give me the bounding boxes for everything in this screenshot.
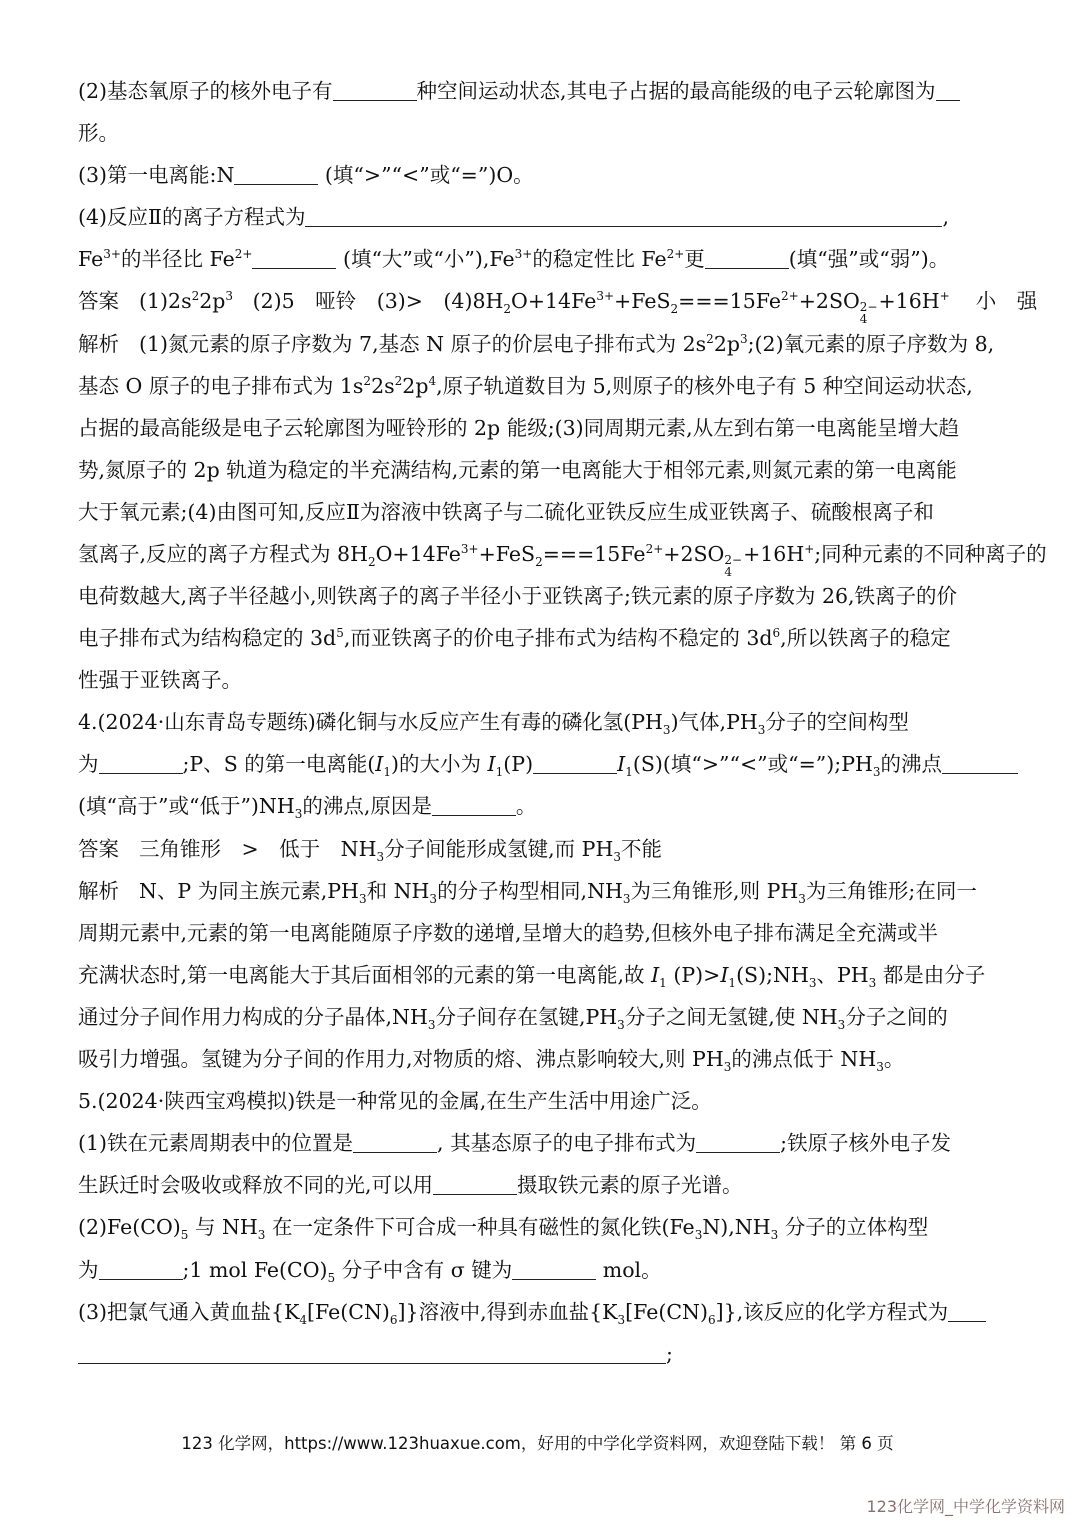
q3-part4-line2: $Fe^{3+}$的半径比 $Fe^{2+}$ (填“大”或“小$”),Fe^{3+}$的稳定性比 $Fe^{2+}$更 (填“强”或“弱”)。 xyxy=(78,247,950,271)
q3-analysis-line5: 大于氧元素;(4)由图可知,反应Ⅱ为溶液中铁离子与二硫化亚铁反应生成亚铁离子、硫酸根离子和 xyxy=(78,500,934,524)
answer-blank[interactable] xyxy=(433,1174,517,1195)
q4-analysis-line3: 充满状态时,第一电离能大于其后面相邻的元素的第一电离能,故 $I_1$ $(P)>I_1(S);NH_3$、$PH_3$ 都是由分子 xyxy=(78,963,986,991)
q3-part2-line1: (2)基态氧原子的核外电子有 种空间运动状态,其电子占据的最高能级的电子云轮廓图为 xyxy=(78,76,960,106)
answer-blank[interactable] xyxy=(78,1343,666,1364)
answer-blank[interactable] xyxy=(353,1132,437,1153)
answer-blank[interactable] xyxy=(99,753,183,774)
q3-analysis-line2: 基态 O 原子的电子排布式为 $1s^22s^22p^4$,原子轨道数目为 5,则原子的核外电子有 5 种空间运动状态, xyxy=(78,374,973,398)
q3-part4-line1: (4)反应Ⅱ的离子方程式为 , xyxy=(78,205,950,229)
q3-part3: (3)第一电离能:N (填“>”“<”或“=”)O。 xyxy=(78,163,534,187)
q4-answer: 答案 三角锥形 > 低于 $NH_3$分子间能形成氢键,而 $PH_3$不能 xyxy=(78,837,662,865)
q4-analysis-line1: 解析 N、P 为同主族元素$,PH_3$和 $NH_3$的分子构型相同$,NH_3$为三角锥形,则 $PH_3$为三角锥形;在同一 xyxy=(78,879,977,907)
answer-blank[interactable] xyxy=(705,248,789,269)
q3-analysis-line9: 性强于亚铁离子。 xyxy=(78,668,242,692)
answer-blank[interactable] xyxy=(252,248,336,269)
answer-blank[interactable] xyxy=(305,206,942,227)
q3-analysis-line3: 占据的最高能级是电子云轮廓图为哑铃形的 2p 能级;(3)同周期元素,从左到右第一电离能呈增大趋 xyxy=(78,416,960,440)
q4-analysis-line2: 周期元素中,元素的第一电离能随原子序数的递增,呈增大的趋势,但核外电子排布满足全充满或半 xyxy=(78,921,939,945)
q3-analysis-line6: 氢离子,反应的离子方程式为 $8H_2O+14Fe^{3+}+FeS_2===15Fe^{2+}+2SO$ 2− 4 +16H+;同种元素的不同种离子的 xyxy=(78,542,1047,579)
q4-analysis-line5: 吸引力增强。氢键为分子间的作用力,对物质的熔、沸点影响较大,则 $PH_3$的沸点低于 $NH_3$。 xyxy=(78,1047,905,1075)
q4-analysis-line4: 通过分子间作用力构成的分子晶体$,NH_3$分子间存在氢键$,PH_3$分子之间无氢键,使 $NH_3$分子之间的 xyxy=(78,1005,948,1033)
q4-stem-line1: 4.(2024·山东青岛专题练)磷化铜与水反应产生有毒的磷化氢$(PH_3)$气体$,PH_3$分子的空间构型 xyxy=(78,710,909,738)
answer-blank[interactable] xyxy=(936,80,960,101)
page-footer: 123 化学网，https://www.123huaxue.com，好用的中学化学资料网，欢迎登陆下载！ 第 6 页 xyxy=(181,1434,894,1453)
answer-blank[interactable] xyxy=(533,753,617,774)
q5-part2-line2: 为 ;1 mol $Fe(CO)_5$ 分子中含有 σ 键为 mol。 xyxy=(78,1258,662,1286)
q4-stem-line2: 为 ;P、S 的第一电离能$(I_1)$的大小为 $I_1(P)$ $I_1(S)$(填“>”“<”或“$=”);PH_3$的沸点 xyxy=(78,749,1018,779)
q5-part1-line1: (1)铁在元素周期表中的位置是 , 其基态原子的电子排布式为 ;铁原子核外电子发 xyxy=(78,1131,951,1155)
q3-analysis-line1: 解析 (1)氮元素的原子序数为 7,基态 N 原子的价层电子排布式为 $2s^22p^3;(2)$氧元素的原子序数为 8, xyxy=(78,332,995,356)
answer-blank[interactable] xyxy=(234,164,318,185)
q3-analysis-line8: 电子排布式为结构稳定的 $3d^5$,而亚铁离子的价电子排布式为结构不稳定的 $3d^6$,所以铁离子的稳定 xyxy=(78,626,951,650)
answer-blank[interactable] xyxy=(942,753,1018,774)
answer-blank[interactable] xyxy=(948,1301,986,1322)
q3-analysis-line7: 电荷数越大,离子半径越小,则铁离子的离子半径小于亚铁离子;铁元素的原子序数为 26,铁离子的价 xyxy=(78,584,958,608)
watermark: 123化学网_中学化学资料网 xyxy=(866,1497,1065,1516)
q5-part3-line1: (3)把氯气通入黄血盐$\{K_4[Fe(CN)_6]\}$溶液中,得到赤血盐$\{K_3[Fe(CN)_6]\}$,该反应的化学方程式为 xyxy=(78,1297,986,1327)
q5-stem: 5.(2024·陕西宝鸡模拟)铁是一种常见的金属,在生产生活中用途广泛。 xyxy=(78,1089,712,1113)
answer-blank[interactable] xyxy=(432,795,516,816)
answer-blank[interactable] xyxy=(333,80,417,101)
q4-stem-line3: (填“高于”或“低于$”)NH_3$的沸点,原因是 。 xyxy=(78,794,537,822)
q5-part3-line2: ; xyxy=(78,1339,673,1369)
q5-part1-line2: 生跃迁时会吸收或释放不同的光,可以用 摄取铁元素的原子光谱。 xyxy=(78,1173,743,1197)
q5-part2-line1: $(2)Fe(CO)_5$ 与 $NH_3$ 在一定条件下可合成一种具有磁性的氮化铁$(Fe_3N),NH_3$ 分子的立体构型 xyxy=(78,1215,929,1243)
q3-analysis-line4: 势,氮原子的 2p 轨道为稳定的半充满结构,元素的第一电离能大于相邻元素,则氮元素的第一电离能 xyxy=(78,458,957,482)
q3-part2-line2: 形。 xyxy=(78,121,119,145)
q3-answer: 答案 $(1)2s^22p^3$ (2)5 哑铃 (3)> $(4)8H_2O+14Fe^{3+}+FeS_2===15Fe^{2+}+2SO$ 2− 4 +16H+ 小 强 xyxy=(78,289,1038,326)
answer-blank[interactable] xyxy=(512,1259,596,1280)
answer-blank[interactable] xyxy=(696,1132,780,1153)
answer-blank[interactable] xyxy=(99,1259,183,1280)
